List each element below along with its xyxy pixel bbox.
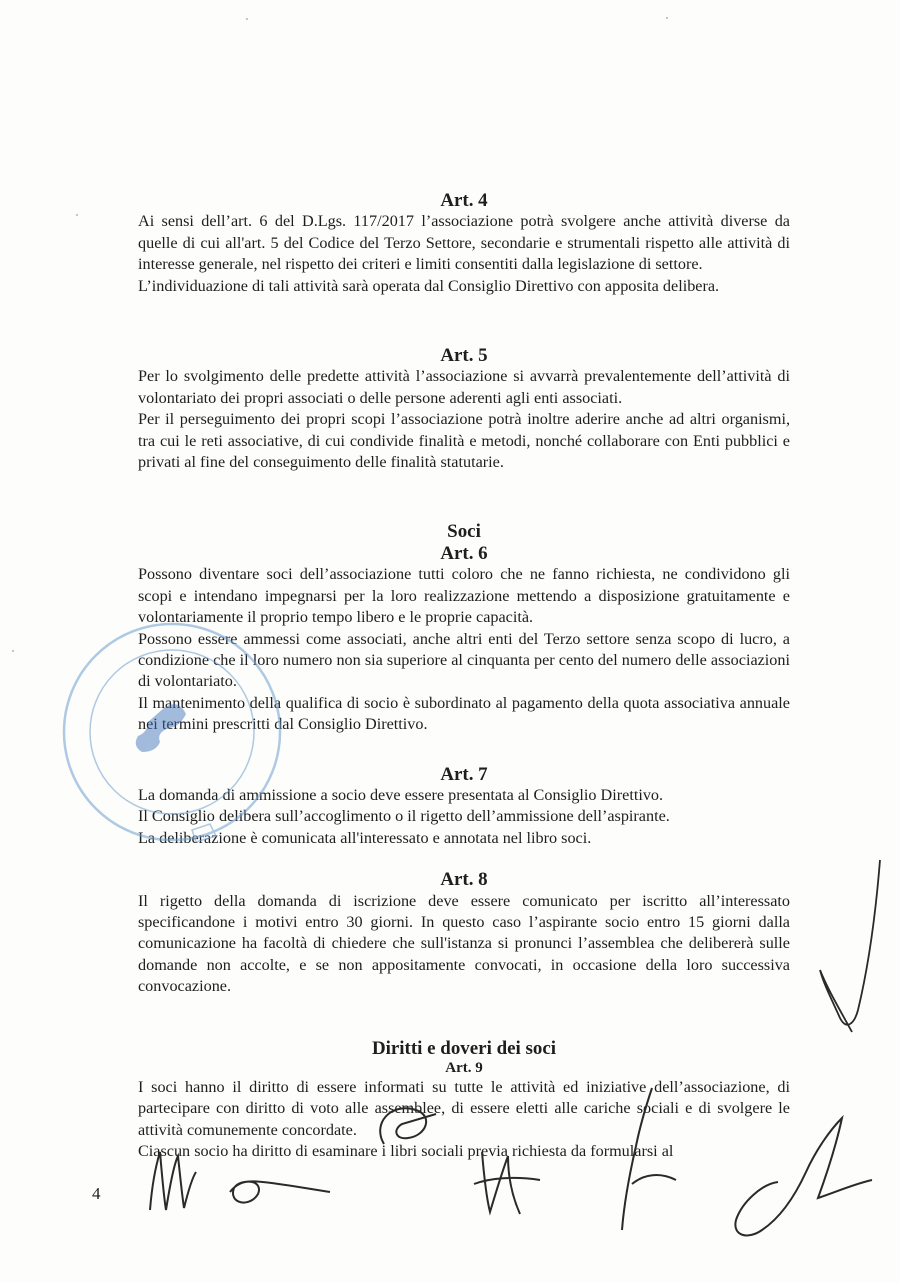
- scan-speck: [666, 17, 668, 19]
- art-9-paragraph-2: Ciascun socio ha diritto di esaminare i libri sociali previa richiesta da formularsi al: [138, 1142, 674, 1161]
- soci-section-title: Soci: [447, 521, 481, 543]
- stamp-emblem: [136, 704, 186, 752]
- art-4-paragraph-1: Ai sensi dell’art. 6 del D.Lgs. 117/2017 l’associazione potrà svolgere anche attività diverse da quelle di cui all'art. 5 del Codice del Terzo Settore, secondarie e strumentali rispetto alle attività di interesse generale, nel rispetto dei criteri e limiti consentiti dalla legislazione di settore.: [138, 212, 790, 274]
- spacer: [138, 998, 790, 1038]
- margin-signature: [810, 850, 890, 1040]
- art-4-paragraph-2: L’individuazione di tali attività sarà operata dal Consiglio Direttivo con apposita delibera.: [138, 276, 720, 295]
- art-4-heading: Art. 4: [440, 190, 488, 211]
- signature-2: [230, 1181, 330, 1202]
- diritti-section-title: Diritti e doveri dei soci: [371, 1037, 557, 1059]
- art-6-paragraph-1: Possono diventare soci dell’associazione tutti coloro che ne fanno richiesta, ne condividono gli scopi e intendano impegnarsi per la loro realizzazione mettendo a disposizione gratuitamente e volontariamente il proprio tempo libero e le proprie capacità.: [138, 565, 790, 627]
- art-7-heading: Art. 7: [440, 763, 488, 785]
- spacer: [138, 473, 790, 521]
- scan-speck: [12, 650, 14, 652]
- stamp-inner-ring: [90, 650, 254, 814]
- scan-speck: [246, 18, 248, 20]
- signature-5: [622, 1088, 676, 1230]
- signature-6: [735, 1118, 872, 1235]
- art-8-paragraph-1: Il rigetto della domanda di iscrizione deve essere comunicato per iscritto all’interessato specificandone i motivi entro 30 giorni. In questo caso l’aspirante socio entro 15 giorni dalla comunicazione ha facoltà di chiedere che sull'istanza si pronunci l’assemblea che delibererà sulle domande non accolte, e se non appositamente convocati, in occasione della loro successiva convocazione.: [138, 891, 790, 996]
- art-6-paragraph-3: Il mantenimento della qualifica di socio è subordinato al pagamento della quota associativa annuale nei termini prescritti dal Consiglio Direttivo.: [138, 693, 790, 734]
- signature-row: [130, 1080, 890, 1280]
- office-stamp: [52, 612, 292, 872]
- spacer: [138, 297, 790, 345]
- art-7-paragraph-3: La deliberazione è comunicata all'interessato e annotata nel libro soci.: [138, 828, 592, 847]
- art-5-heading: Art. 5: [440, 345, 488, 367]
- art-9-heading: Art. 9: [445, 1060, 483, 1076]
- art-7-paragraph-1: La domanda di ammissione a socio deve essere presentata al Consiglio Direttivo.: [138, 785, 664, 804]
- art-5-paragraph-1: Per lo svolgimento delle predette attività l’associazione si avvarrà prevalentemente dell’attività di volontariato dei propri associati o delle persone aderenti agli enti associati.: [138, 367, 790, 407]
- signature-3: [380, 1108, 436, 1144]
- art-9-paragraph-1: I soci hanno il diritto di essere informati su tutte le attività ed iniziative dell’associazione, di partecipare con diritto di voto alle assemblee, di essere eletti alle cariche sociali e di svolgere le attività comunemente concordate.: [138, 1078, 790, 1139]
- art-6-heading: Art. 6: [440, 542, 488, 564]
- art-8-heading: Art. 8: [440, 869, 488, 891]
- art-6-paragraph-2: Possono essere ammessi come associati, anche altri enti del Terzo settore senza scopo di lucro, a condizione che il loro numero non sia superiore al cinquanta per cento del numero delle associazioni di volontariato.: [138, 629, 790, 691]
- signature-4: [474, 1152, 540, 1214]
- margin-signature-stroke: [820, 860, 880, 1032]
- art-5-paragraph-2: Per il perseguimento dei propri scopi l’associazione potrà inoltre aderire anche ad altri organismi, tra cui le reti associative, di cui condivide finalità e metodi, nonché collaborare con Enti pubblici e privati al fine del conseguimento delle finalità statutarie.: [138, 410, 790, 472]
- stamp-outer-ring: [64, 624, 280, 840]
- signature-1: [150, 1152, 196, 1210]
- art-7-paragraph-2: Il Consiglio delibera sull’accoglimento o il rigetto dell’ammissione dell’aspirante.: [138, 807, 670, 826]
- scan-speck: [76, 214, 78, 216]
- page-number: 4: [92, 1184, 101, 1203]
